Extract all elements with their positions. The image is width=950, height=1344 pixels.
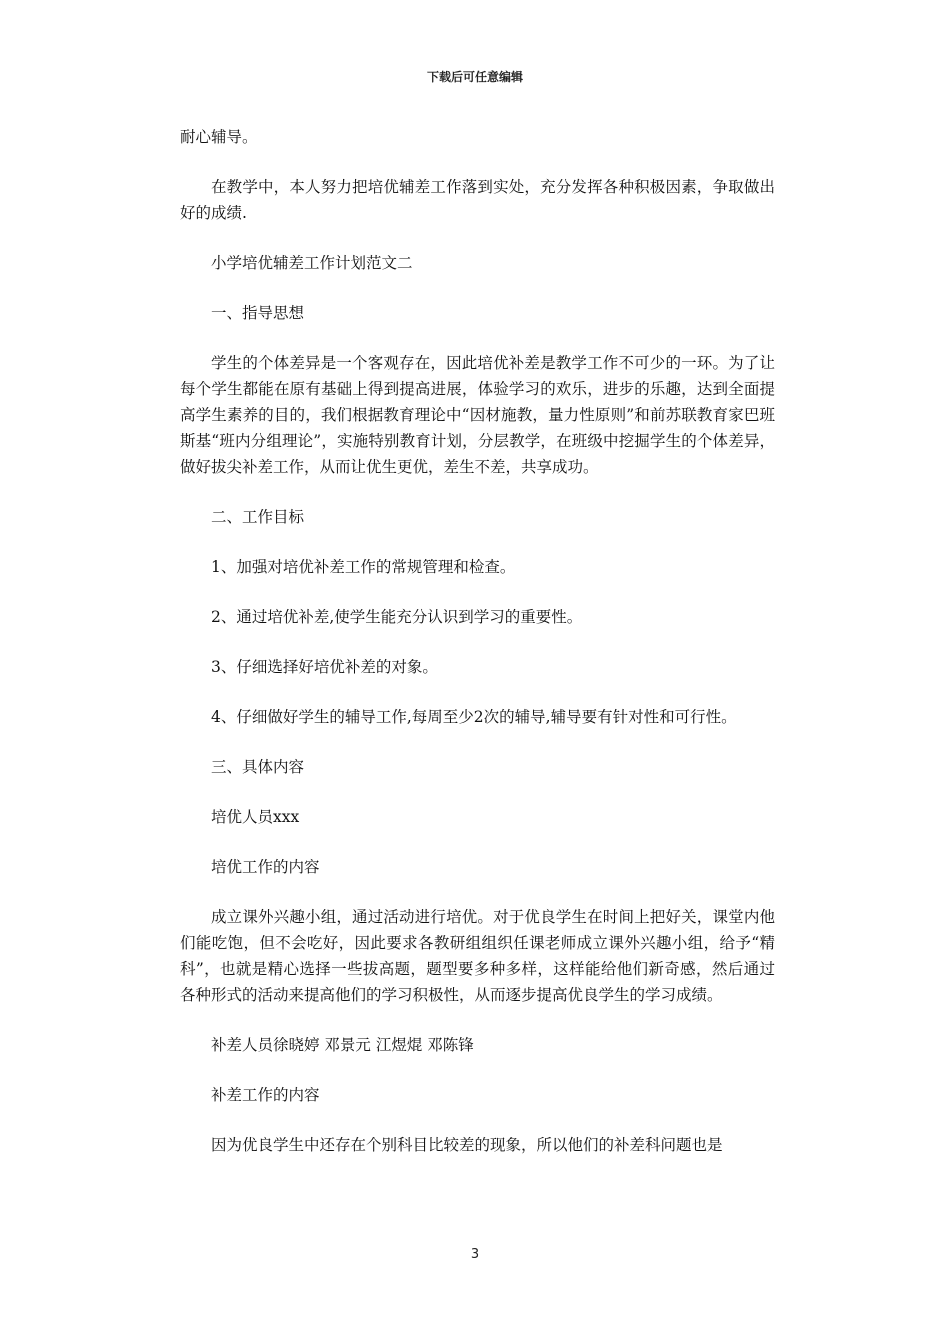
paragraph: 在教学中，本人努力把培优辅差工作落到实处，充分发挥各种积极因素，争取做出好的成绩.: [180, 178, 775, 222]
paragraph: 补差人员徐晓婷 邓景元 江煜焜 邓陈锋: [211, 1036, 474, 1054]
paragraph: 耐心辅导。: [180, 128, 258, 146]
paragraph: 4、仔细做好学生的辅导工作,每周至少2次的辅导,辅导要有针对性和可行性。: [211, 708, 737, 726]
paragraph: 小学培优辅差工作计划范文二: [211, 254, 413, 272]
paragraph: 学生的个体差异是一个客观存在，因此培优补差是教学工作不可少的一环。为了让每个学生都能在原有基础上得到提高进展，体验学习的欢乐，进步的乐趣，达到全面提高学生素养的目的，我们根据教育理论中“因材施教，量力性原则”和前苏联教育家巴班斯基“班内分组理论”，实施特别教育计划，分层教学，在班级中挖掘学生的个体差异，做好拔尖补差工作，从而让优生更优，差生不差，共享成功。: [180, 354, 775, 476]
page-number: 3: [470, 1247, 480, 1262]
page-header: 下载后可任意编辑: [426, 70, 523, 84]
paragraph: 二、工作目标: [211, 508, 305, 526]
paragraph: 补差工作的内容: [211, 1086, 320, 1104]
document-body: [180, 124, 775, 1182]
paragraph: 培优工作的内容: [211, 858, 320, 876]
paragraph: 三、具体内容: [211, 758, 305, 776]
paragraph: 2、通过培优补差,使学生能充分认识到学习的重要性。: [211, 608, 583, 626]
paragraph: 3、仔细选择好培优补差的对象。: [211, 658, 438, 676]
paragraph: 1、加强对培优补差工作的常规管理和检查。: [211, 558, 516, 576]
paragraph: 培优人员xxx: [211, 808, 300, 826]
paragraph: 成立课外兴趣小组，通过活动进行培优。对于优良学生在时间上把好关，课堂内他们能吃饱，但不会吃好，因此要求各教研组组织任课老师成立课外兴趣小组，给予“精科”，也就是精心选择一些拔高题，题型要多种多样，这样能给他们新奇感，然后通过各种形式的活动来提高他们的学习积极性，从而逐步提高优良学生的学习成绩。: [180, 908, 775, 1004]
paragraph: 因为优良学生中还存在个别科目比较差的现象，所以他们的补差科问题也是: [211, 1136, 723, 1154]
paragraph: 一、指导思想: [211, 304, 305, 322]
